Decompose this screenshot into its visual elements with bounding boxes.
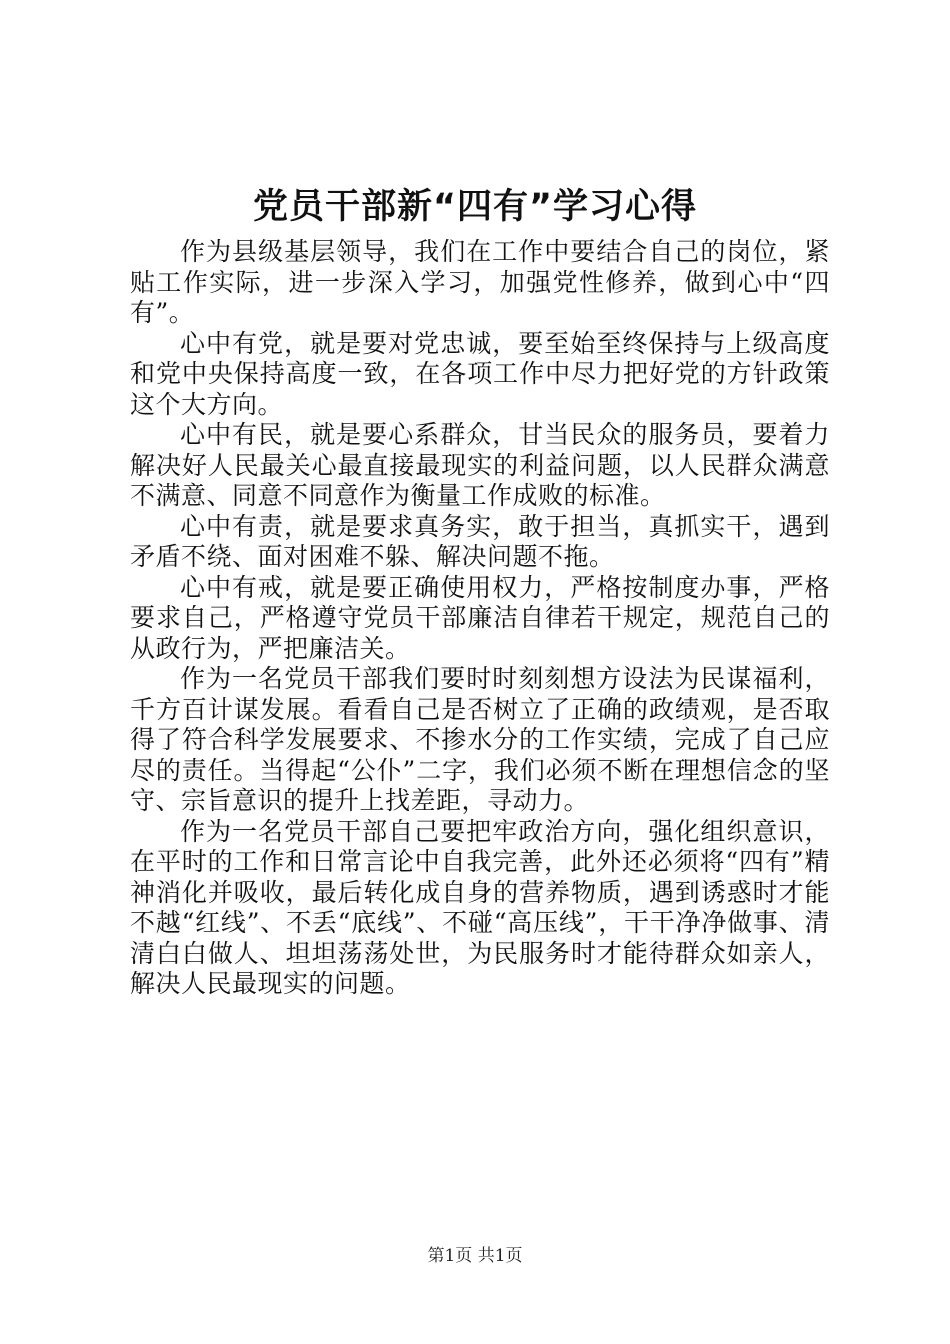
paragraph-discipline: 心中有戒，就是要正确使用权力，严格按制度办事，严格要求自己，严格遵守党员干部廉洁自律若干规定，规范自己的从政行为，严把廉洁关。: [130, 572, 830, 663]
paragraph-responsibility: 心中有责，就是要求真务实，敢于担当，真抓实干，遇到矛盾不绕、面对困难不躲、解决问题不拖。: [130, 511, 830, 571]
paragraph-party: 心中有党，就是要对党忠诚，要至始至终保持与上级高度和党中央保持高度一致，在各项工作中尽力把好党的方针政策这个大方向。: [130, 328, 830, 419]
paragraph-conclusion: 作为一名党员干部自己要把牢政治方向，强化组织意识，在平时的工作和日常言论中自我完善，此外还必须将“四有”精神消化并吸收，最后转化成自身的营养物质，遇到诱惑时才能不越“红线”、不丢“底线”、不碰“高压线”，干干净净做事、清清白白做人、坦坦荡荡处世，为民服务时才能待群众如亲人，解决人民最现实的问题。: [130, 816, 830, 998]
paragraph-intro: 作为县级基层领导，我们在工作中要结合自己的岗位，紧贴工作实际，进一步深入学习，加强党性修养，做到心中“四有”。: [130, 237, 830, 327]
paragraph-welfare: 作为一名党员干部我们要时时刻刻想方设法为民谋福利，千方百计谋发展。看看自己是否树立了正确的政绩观，是否取得了符合科学发展要求、不掺水分的工作实绩，完成了自己应尽的责任。当得起“公仆”二字，我们必须不断在理想信念的坚守、宗旨意识的提升上找差距，寻动力。: [130, 664, 830, 815]
document-body: [130, 237, 830, 1000]
document-title: 党员干部新“四有”学习心得: [252, 187, 697, 227]
page-number-footer: 第1页 共1页: [427, 1246, 523, 1266]
paragraph-people: 心中有民，就是要心系群众，甘当民众的服务员，要着力解决好人民最关心最直接最现实的利益问题，以人民群众满意不满意、同意不同意作为衡量工作成败的标准。: [130, 420, 830, 510]
